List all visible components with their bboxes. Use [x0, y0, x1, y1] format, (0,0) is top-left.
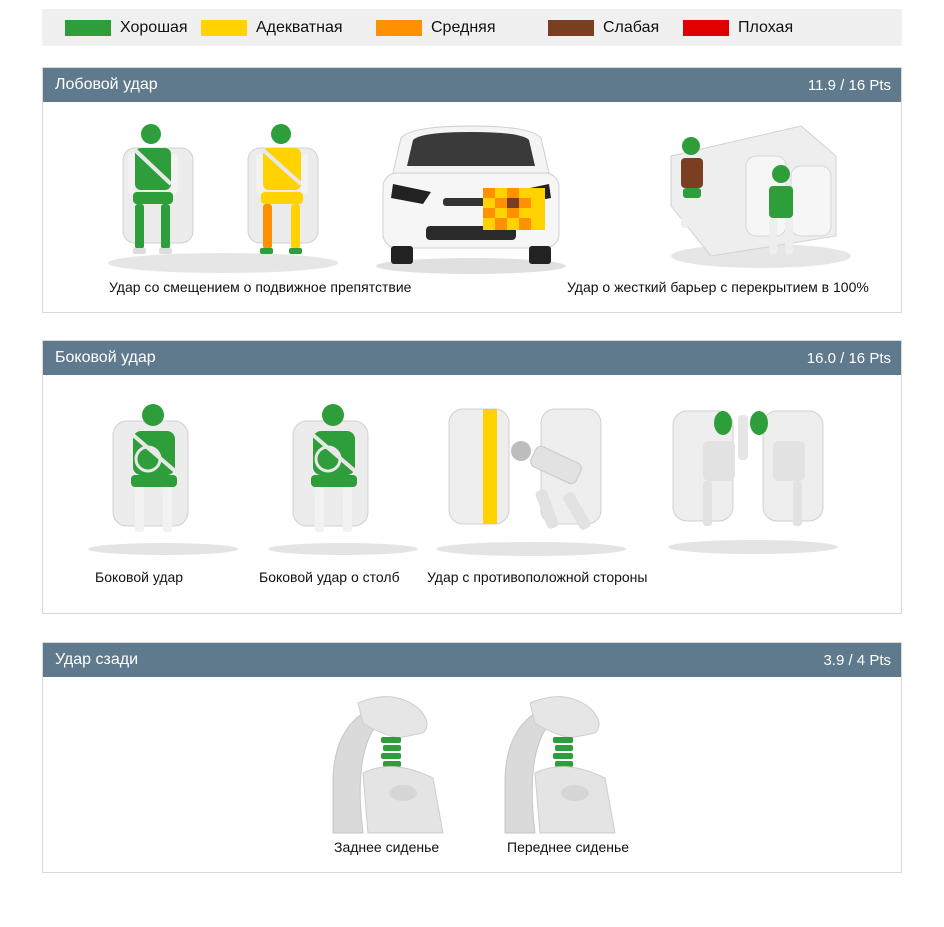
- side-impact-section: [42, 340, 902, 614]
- legend-item-weak: [548, 9, 659, 46]
- legend-swatch-weak: [548, 20, 594, 36]
- legend-item-marginal: [376, 9, 496, 46]
- frontal-impact-section: [42, 67, 902, 313]
- rear-impact-score: 3.9 / 4 Pts: [823, 651, 891, 669]
- rating-legend: [42, 9, 902, 46]
- rear-impact-title: Удар сзади: [55, 651, 138, 668]
- frontal-impact-title: Лобовой удар: [55, 76, 158, 93]
- rear-caption-front-seat: Переднее сиденье: [507, 839, 630, 855]
- rear-impact-section: [42, 642, 902, 873]
- frontal-dummies-figure: [103, 118, 343, 278]
- frontal-caption-full-width: Удар о жесткий барьер с перекрытием в 100%: [567, 279, 869, 295]
- legend-label-weak: Слабая: [603, 18, 660, 36]
- legend-swatch-marginal: [376, 20, 422, 36]
- frontal-caption-offset: Удар со смещением о подвижное препятствие: [109, 279, 412, 295]
- side-barrier-dummy-figure: [83, 401, 243, 561]
- front-seat-whiplash-figure: [495, 693, 625, 838]
- side-caption-far-side: Удар с противоположной стороны: [427, 569, 648, 585]
- legend-item-poor: [683, 9, 793, 46]
- side-impact-title: Боковой удар: [55, 349, 156, 366]
- side-pole-dummy-figure: [263, 401, 423, 561]
- legend-label-adequate: Адекватная: [256, 18, 343, 36]
- frontal-impact-header: [43, 68, 901, 102]
- legend-swatch-good: [65, 20, 111, 36]
- rear-caption-rear-seat: Заднее сиденье: [334, 839, 440, 855]
- legend-swatch-adequate: [201, 20, 247, 36]
- legend-item-adequate: [201, 9, 343, 46]
- side-impact-header: [43, 341, 901, 375]
- legend-label-marginal: Средняя: [431, 18, 496, 36]
- legend-swatch-poor: [683, 20, 729, 36]
- legend-label-good: Хорошая: [120, 18, 188, 36]
- frontal-car-figure: [371, 118, 571, 276]
- frontal-impact-score: 11.9 / 16 Pts: [807, 76, 891, 94]
- side-rear-airbag-figure: [663, 401, 843, 561]
- frontal-rear-seats-figure: [651, 116, 851, 276]
- legend-label-poor: Плохая: [738, 18, 794, 36]
- side-impact-score: 16.0 / 16 Pts: [806, 349, 891, 367]
- rear-seat-whiplash-figure: [323, 693, 453, 838]
- rear-impact-header: [43, 643, 901, 677]
- side-caption-pole: Боковой удар о столб: [259, 569, 400, 585]
- far-side-figure: [431, 399, 631, 564]
- legend-item-good: [65, 9, 188, 46]
- side-caption-barrier: Боковой удар: [95, 569, 184, 585]
